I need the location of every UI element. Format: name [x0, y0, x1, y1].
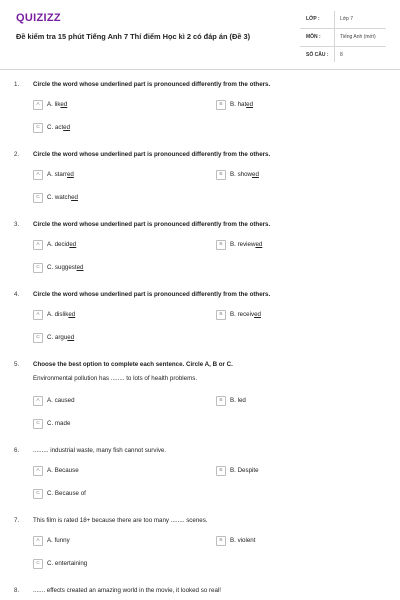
- underlined-part: ed: [67, 334, 75, 341]
- option-text: B. led: [230, 397, 246, 404]
- meta-row-subject: [300, 29, 386, 47]
- option-text: A. disliked: [47, 311, 76, 318]
- option-text: C. suggested: [47, 264, 84, 271]
- question-number: 8.: [14, 587, 20, 594]
- underlined-part: ed: [255, 241, 263, 248]
- question-number: 4.: [14, 291, 20, 298]
- option-letter-box: C: [33, 123, 43, 133]
- page-title: Đề kiểm tra 15 phút Tiếng Anh 7 Thí điểm Học kì 2 có đáp án (Đề 3): [16, 32, 251, 41]
- option-letter-box: C: [33, 489, 43, 499]
- underlined-part: ed: [71, 194, 78, 201]
- question-prompt: ....... effects created an amazing world in the movie, it looked so real!: [33, 587, 222, 594]
- option-text: C. made: [47, 420, 71, 427]
- option-letter-box: C: [33, 419, 43, 429]
- meta-key: MÔN :: [306, 34, 321, 40]
- underlined-part: ed: [68, 311, 76, 318]
- option-letter-box: A: [33, 396, 43, 406]
- option-letter-box: B: [216, 170, 226, 180]
- question-prompt: Circle the word whose underlined part is pronounced differently from the others.: [33, 151, 271, 158]
- question-prompt: Circle the word whose underlined part is pronounced differently from the others.: [33, 221, 271, 228]
- underlined-part: ed: [254, 311, 261, 318]
- option-letter-box: A: [33, 466, 43, 476]
- question-number: 7.: [14, 517, 20, 524]
- quizizz-logo: QUIZIZZ: [16, 12, 61, 24]
- option-letter-box: A: [33, 170, 43, 180]
- option-letter-box: B: [216, 240, 226, 250]
- header-divider: [0, 69, 400, 70]
- option-text: B. Despite: [230, 467, 259, 474]
- worksheet-header: [0, 0, 400, 62]
- option-text: B. hated: [230, 101, 254, 108]
- option-text: A. Because: [47, 467, 79, 474]
- option-text: A. decided: [47, 241, 77, 248]
- question-sentence: Environmental pollution has ........ to lots of health problems.: [33, 375, 198, 382]
- option-letter-box: B: [216, 100, 226, 110]
- option-text: A. caused: [47, 397, 75, 404]
- question-prompt: Circle the word whose underlined part is pronounced differently from the others.: [33, 81, 271, 88]
- option-text: A. starred: [47, 171, 74, 178]
- meta-row-count: [300, 47, 386, 64]
- option-letter-box: B: [216, 396, 226, 406]
- option-letter-box: A: [33, 310, 43, 320]
- option-text: C. Because of: [47, 490, 86, 497]
- option-text: C. argued: [47, 334, 75, 341]
- option-letter-box: B: [216, 310, 226, 320]
- option-letter-box: A: [33, 100, 43, 110]
- meta-value: 8: [340, 52, 343, 58]
- option-letter-box: A: [33, 536, 43, 546]
- option-letter-box: C: [33, 333, 43, 343]
- option-text: B. received: [230, 311, 261, 318]
- question-number: 2.: [14, 151, 20, 158]
- option-text: C. entertaining: [47, 560, 88, 567]
- underlined-part: ed: [69, 241, 77, 248]
- option-letter-box: C: [33, 193, 43, 203]
- option-text: C. watched: [47, 194, 78, 201]
- question-number: 5.: [14, 361, 20, 368]
- option-text: B. showed: [230, 171, 259, 178]
- option-text: A. liked: [47, 101, 68, 108]
- question-prompt: Circle the word whose underlined part is pronounced differently from the others.: [33, 291, 271, 298]
- meta-value: Tiếng Anh (mới): [340, 34, 376, 40]
- meta-key: SỐ CÂU :: [306, 52, 329, 58]
- meta-row-class: [300, 11, 386, 29]
- underlined-part: ed: [246, 101, 254, 108]
- option-text: C. acted: [47, 124, 71, 131]
- option-letter-box: C: [33, 559, 43, 569]
- underlined-part: ed: [66, 171, 74, 178]
- question-prompt: ......... industrial waste, many fish cannot survive.: [33, 447, 167, 454]
- underlined-part: ed: [76, 264, 84, 271]
- option-letter-box: C: [33, 263, 43, 273]
- underlined-part: ed: [63, 124, 71, 131]
- option-letter-box: A: [33, 240, 43, 250]
- question-prompt: Choose the best option to complete each sentence. Circle A, B or C.: [33, 361, 233, 368]
- question-number: 3.: [14, 221, 20, 228]
- option-text: B. reviewed: [230, 241, 263, 248]
- meta-table: [300, 11, 386, 64]
- option-letter-box: B: [216, 466, 226, 476]
- question-number: 1.: [14, 81, 20, 88]
- underlined-part: ed: [252, 171, 259, 178]
- question-prompt: This film is rated 18+ because there are too many ........ scenes.: [33, 517, 208, 524]
- underlined-part: ed: [60, 101, 68, 108]
- option-text: B. violent: [230, 537, 256, 544]
- meta-key: LỚP :: [306, 16, 320, 22]
- question-number: 6.: [14, 447, 20, 454]
- option-letter-box: B: [216, 536, 226, 546]
- option-text: A. funny: [47, 537, 70, 544]
- meta-value: Lớp 7: [340, 16, 354, 22]
